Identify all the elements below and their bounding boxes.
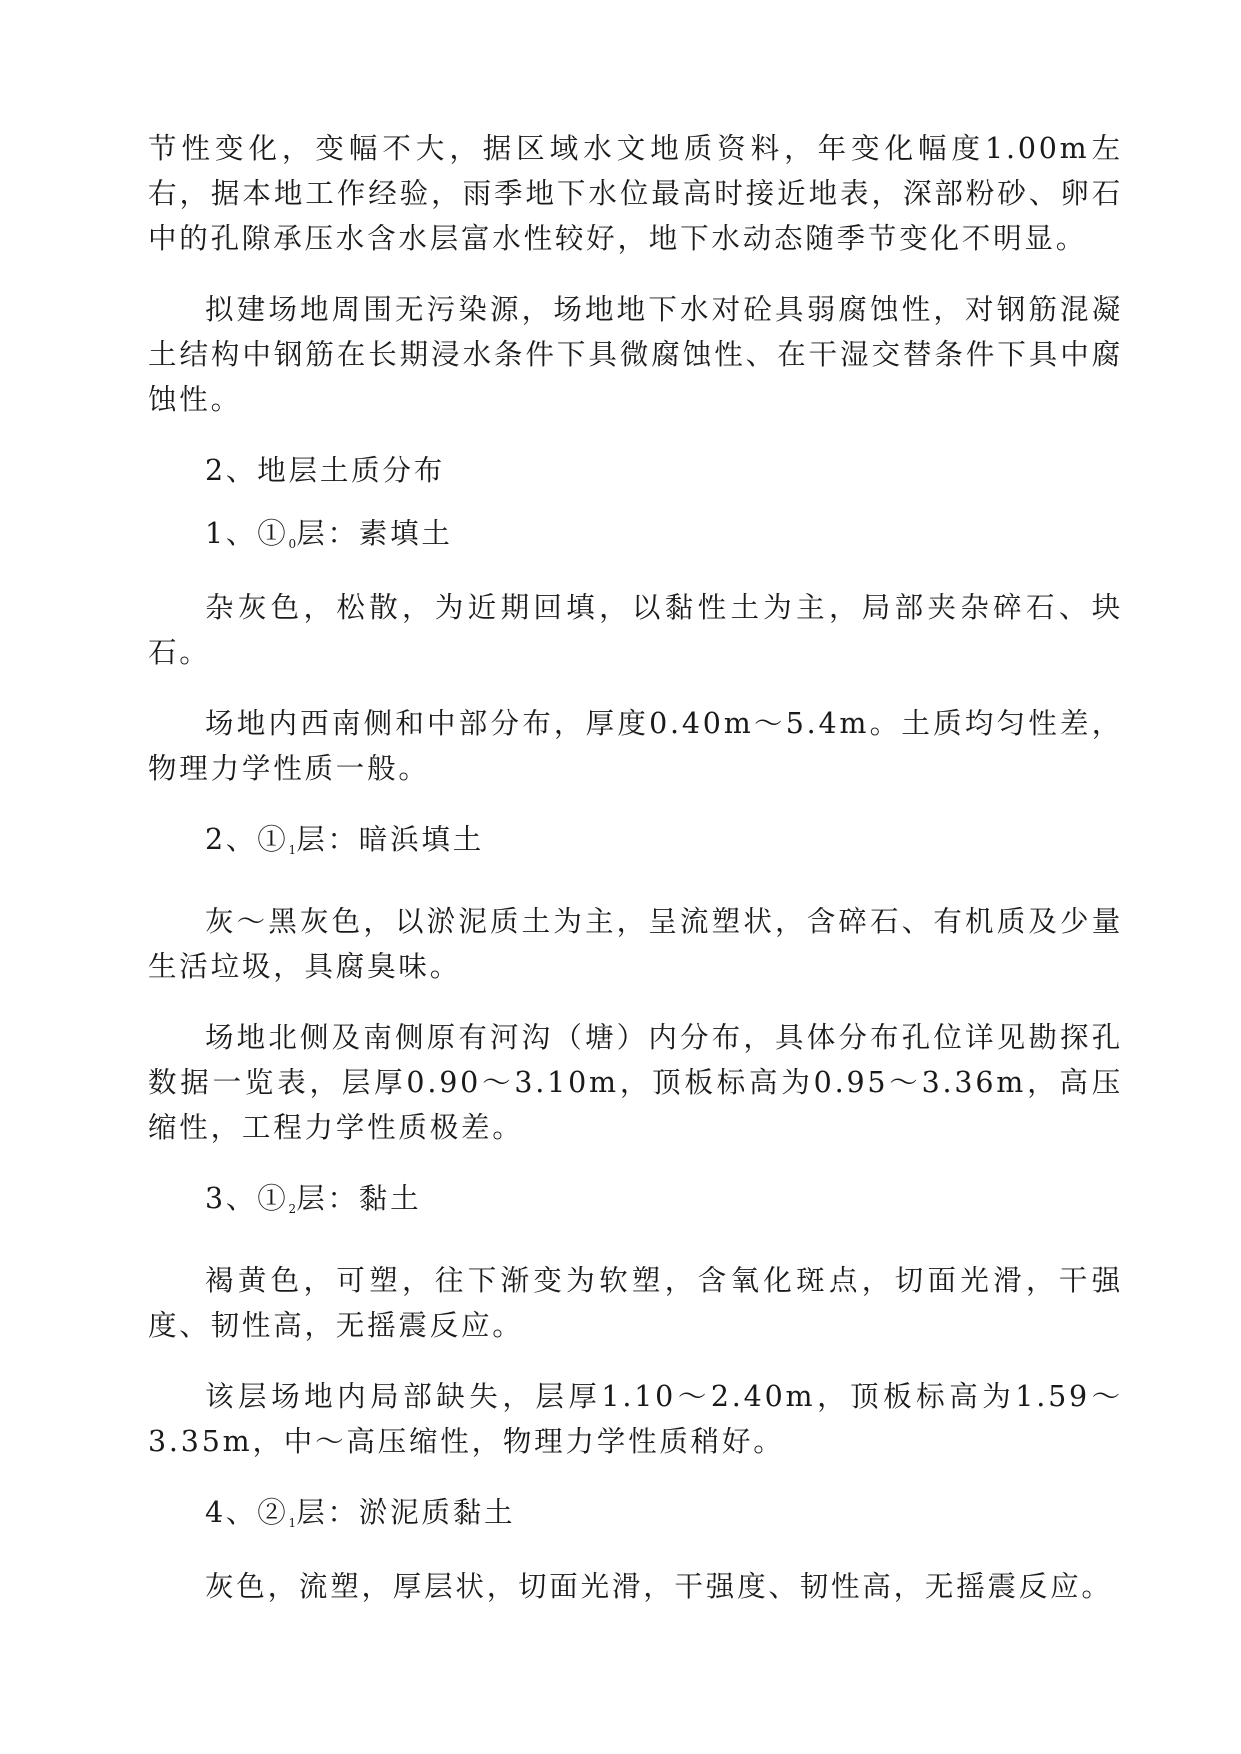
layer-symbol: ② (257, 1496, 289, 1529)
layer-distribution: 该层场地内局部缺失，层厚1.10～2.40m，顶板标高为1.59～3.35m，中～高压缩性，物理力学性质稍好。 (148, 1380, 1123, 1458)
layer-heading: 1、$①_0$层：素填土 (205, 517, 453, 551)
layer-subscript: 1 (288, 843, 297, 857)
layer-subscript: 0 (288, 537, 297, 551)
layer-symbol: ① (257, 823, 289, 856)
layer-distribution: 场地内西南侧和中部分布，厚度0.40m～5.4m。土质均匀性差，物理力学性质一般。 (148, 707, 1123, 785)
document-body (148, 126, 1123, 1635)
section-title: 2、地层土质分布 (205, 454, 446, 487)
layer-description: 杂灰色，松散，为近期回填，以黏性土为主，局部夹杂碎石、块石。 (148, 591, 1123, 669)
layer-symbol: ① (257, 1182, 289, 1215)
layer-subscript: 2 (288, 1202, 297, 1216)
layer-heading: 4、$②_1$层：淤泥质黏土 (205, 1496, 516, 1530)
layer-description: 褐黄色，可塑，往下渐变为软塑，含氧化斑点，切面光滑，干强度、韧性高，无摇震反应。 (148, 1264, 1123, 1342)
layer-distribution: 场地北侧及南侧原有河沟（塘）内分布，具体分布孔位详见勘探孔数据一览表，层厚0.90～3.10m，顶板标高为0.95～3.36m，高压缩性，工程力学性质极差。 (148, 1021, 1123, 1144)
paragraph-corrosion: 拟建场地周围无污染源，场地地下水对砼具弱腐蚀性，对钢筋混凝土结构中钢筋在长期浸水条件下具微腐蚀性、在干湿交替条件下具中腐蚀性。 (148, 293, 1123, 416)
layer-subscript: 1 (288, 1516, 297, 1530)
layer-description: 灰色，流塑，厚层状，切面光滑，干强度、韧性高，无摇震反应。 (205, 1570, 1113, 1603)
layer-symbol: ① (257, 517, 289, 550)
layer-heading: 3、$①_2$层：黏土 (205, 1182, 422, 1216)
layer-heading: 2、$①_1$层：暗浜填土 (205, 823, 484, 857)
layer-description: 灰～黑灰色，以淤泥质土为主，呈流塑状，含碎石、有机质及少量生活垃圾，具腐臭味。 (148, 905, 1123, 983)
paragraph-groundwater: 节性变化，变幅不大，据区域水文地质资料，年变化幅度1.00m左右，据本地工作经验，雨季地下水位最高时接近地表，深部粉砂、卵石中的孔隙承压水含水层富水性较好，地下水动态随季节变化不明显。 (148, 132, 1123, 255)
